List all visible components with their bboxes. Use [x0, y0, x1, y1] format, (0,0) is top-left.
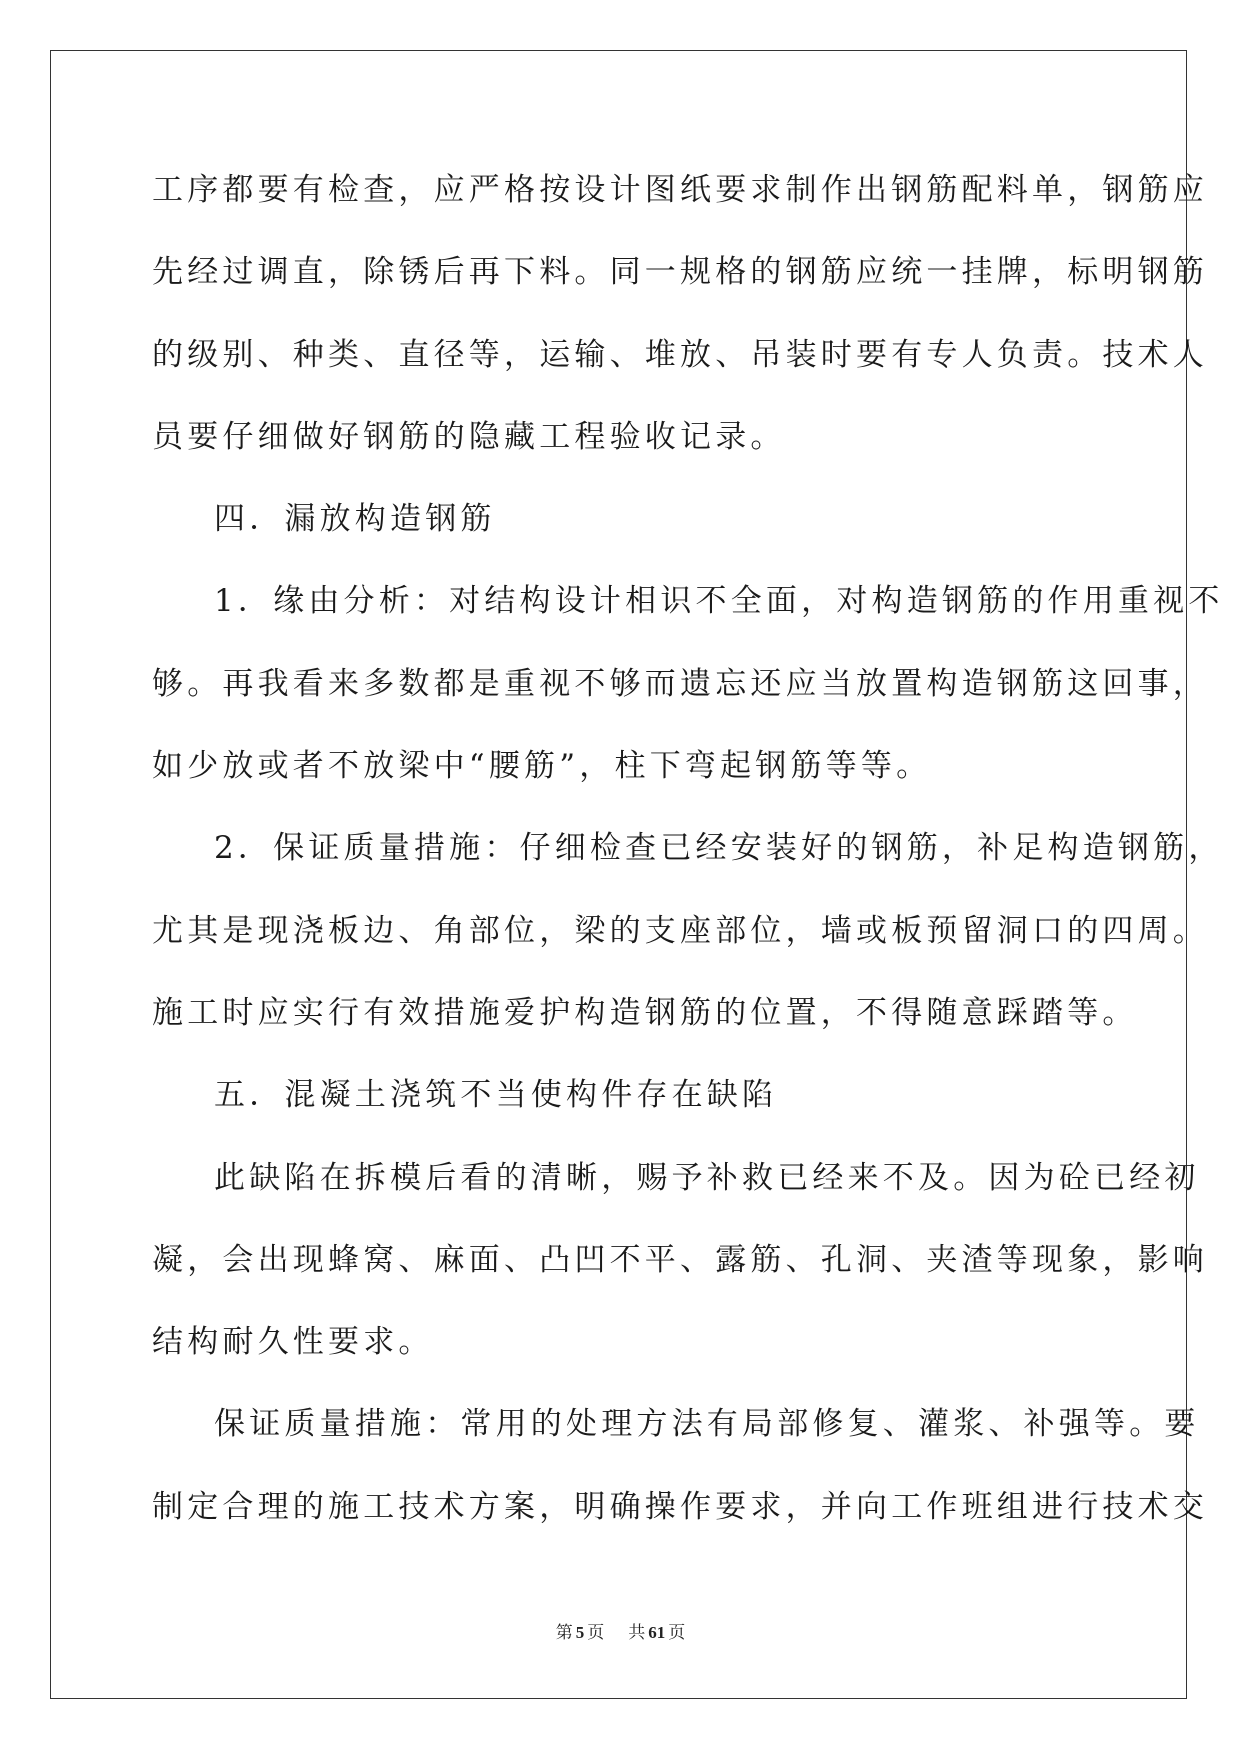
footer-page-number: 5	[575, 1623, 585, 1642]
footer-total-pages: 61	[648, 1623, 666, 1642]
body-line-9: 2．保证质量措施：仔细检查已经安装好的钢筋，补足构造钢筋，	[214, 830, 1224, 867]
footer-page-prefix: 第	[555, 1623, 573, 1642]
page-footer	[0, 1618, 1241, 1643]
body-line-3: 的级别、种类、直径等，运输、堆放、吊装时要有专人负责。技术人	[152, 336, 1208, 373]
section-heading-4: 四．漏放构造钢筋	[214, 501, 496, 538]
document-body	[152, 163, 1224, 1562]
body-line-17: 制定合理的施工技术方案，明确操作要求，并向工作班组进行技术交	[152, 1488, 1208, 1525]
body-line-15: 结构耐久性要求。	[152, 1324, 434, 1361]
body-line-6: 1．缘由分析：对结构设计相识不全面，对构造钢筋的作用重视不	[214, 583, 1224, 620]
section-heading-5: 五．混凝土浇筑不当使构件存在缺陷	[214, 1077, 778, 1114]
body-line-16: 保证质量措施：常用的处理方法有局部修复、灌浆、补强等。要	[214, 1406, 1200, 1443]
body-line-10: 尤其是现浇板边、角部位，梁的支座部位，墙或板预留洞口的四周。	[152, 912, 1208, 949]
footer-total-suffix: 页	[668, 1623, 686, 1642]
footer-total-prefix: 共	[628, 1623, 646, 1642]
body-line-2: 先经过调直，除锈后再下料。同一规格的钢筋应统一挂牌，标明钢筋	[152, 254, 1208, 291]
footer-page-suffix: 页	[587, 1623, 605, 1642]
body-line-8: 如少放或者不放梁中“腰筋”，柱下弯起钢筋等等。	[152, 748, 932, 785]
body-line-7: 够。再我看来多数都是重视不够而遗忘还应当放置构造钢筋这回事，	[152, 665, 1208, 702]
body-line-4: 员要仔细做好钢筋的隐藏工程验收记录。	[152, 418, 786, 455]
body-line-14: 凝，会出现蜂窝、麻面、凸凹不平、露筋、孔洞、夹渣等现象，影响	[152, 1241, 1208, 1278]
body-line-1: 工序都要有检查，应严格按设计图纸要求制作出钢筋配料单，钢筋应	[152, 172, 1208, 208]
body-line-13: 此缺陷在拆模后看的清晰，赐予补救已经来不及。因为砼已经初	[214, 1159, 1200, 1196]
body-line-11: 施工时应实行有效措施爱护构造钢筋的位置，不得随意踩踏等。	[152, 994, 1138, 1031]
